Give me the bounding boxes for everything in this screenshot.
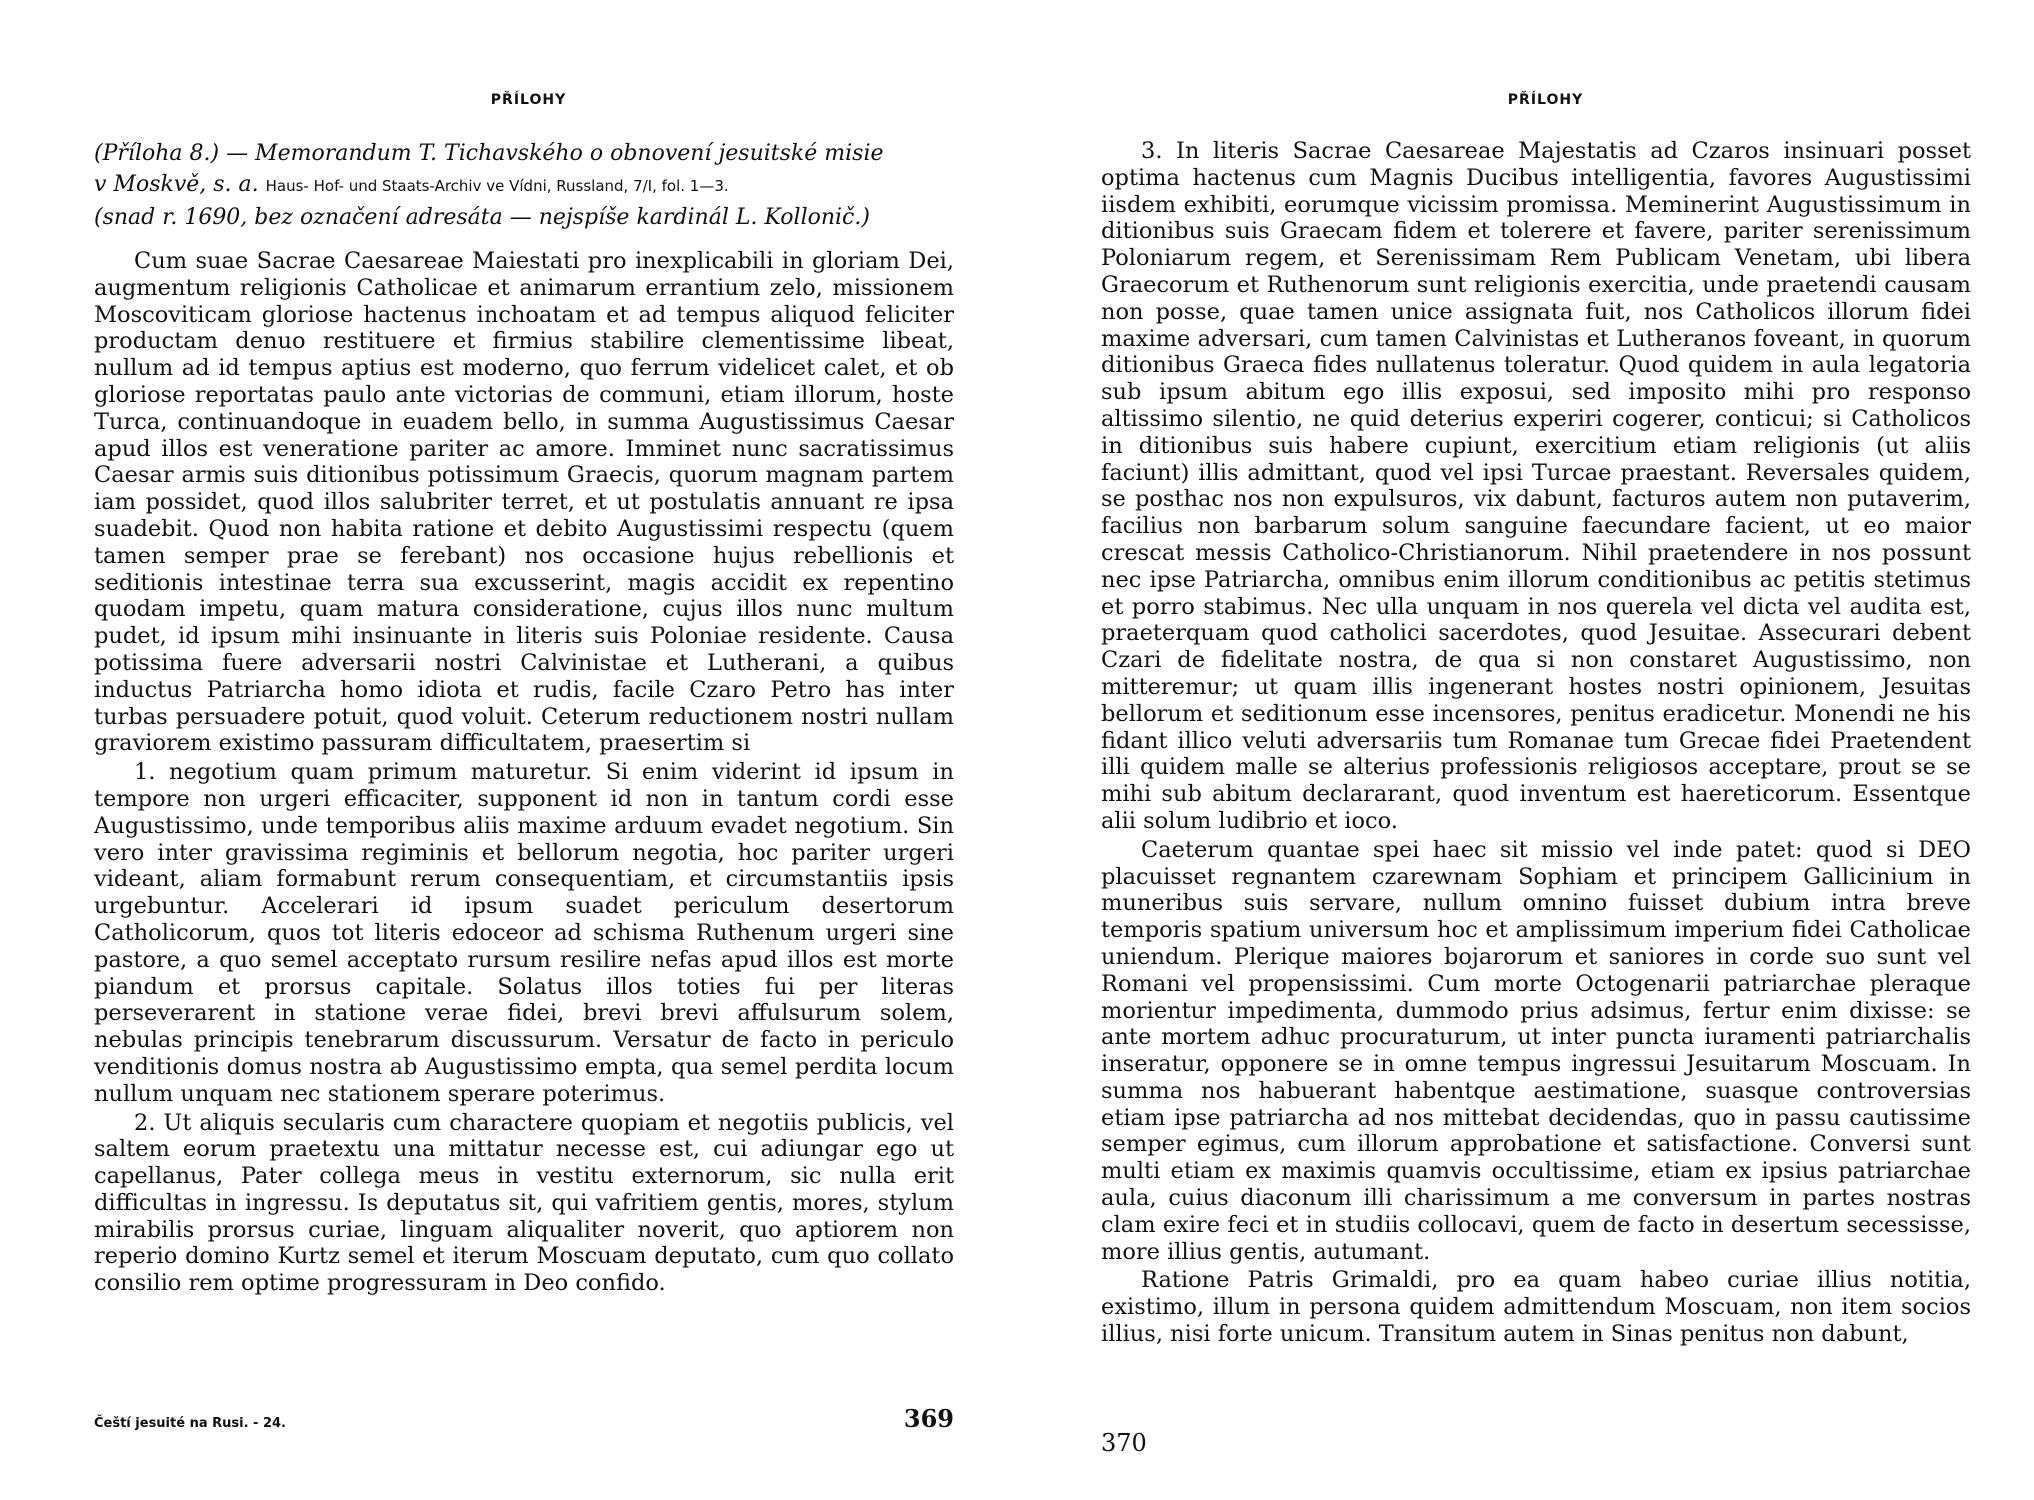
- signature-mark: Čeští jesuité na Rusi. - 24.: [94, 1416, 286, 1431]
- left-column: [94, 138, 954, 1299]
- header-line-2-italic: v Moskvě, s. a.: [94, 172, 259, 197]
- page-footer: [94, 1404, 954, 1433]
- body-text: [1101, 138, 1971, 1348]
- archive-source: Haus- Hof- und Staats-Archiv ve Vídni, Russland, 7/I, fol. 1—3.: [265, 177, 729, 195]
- paragraph: 3. In literis Sacrae Caesareae Majestatis ad Czaros insinuari posset optima hactenus cum Magnis Ducibus intelligentia, favores Augustissimi iisdem exhibiti, eorumque vicissim promissa. Meminerint Augustissimum in ditionibus suis Graecam fidem et tolerere et favere, pariter serenissimum Poloniarum regem, et Serenissimam Rem Publicam Venetam, ubi libera Graecorum et Ruthenorum sunt religionis exercitia, unde praetendi causam non posse, quae tamen unice assignata fuit, nos Catholicos illorum fidei maxime adversari, cum tamen Calvinistas et Lutheranos foveant, in quorum ditionibus Graeca fides nullatenus toleratur. Quod quidem in aula legatoria sub ipsum abitum ego illis exposui, sed imposito mihi pro responso altissimo silentio, ne quid deterius experiri cogerer, conticui; si Catholicos in ditionibus suis habere cupiunt, exercitium etiam religionis (ut aliis faciunt) illis admittant, quod vel ipsi Turcae praestant. Reversales quidem, se posthac nos non expulsuros, vix dabunt, facturos autem non putaverim, facilius non barbarum solum sanguine faecundare facient, ut eo maior crescat messis Catholico-Christianorum. Nihil praetendere in nos possunt nec ipse Patriarcha, omnibus enim illorum conditionibus ac petitis stetimus et porro stabimus. Nec ulla unquam in nos querela vel dicta vel audita est, praeterquam quod catholici sacerdotes, quod Jesuitae. Assecurari debent Czari de fidelitate nostra, de qua si non constaret Augustissimo, non mitteremur; ut quam illis ingenerant hostes nostri opinionem, Jesuitas bellorum et seditionum esse incensores, penitus eradicetur. Monendi ne his fidant illico veluti adversariis tum Romanae tum Grecae fidei Praetendent illi quidem malle se alterius professionis religiosos acceptare, prout se se mihi sub abitum declararant, quod inventum est haereticorum. Essentque alii solum ludibrio et ioco.: [1101, 138, 1971, 834]
- header-line-1: (Příloha 8.) — Memorandum T. Tichavského o obnovení jesuitské misie: [94, 141, 884, 166]
- appendix-header: [94, 138, 954, 233]
- page-number: 370: [1101, 1429, 1147, 1457]
- paragraph: 2. Ut aliquis secularis cum charactere quopiam et negotiis publicis, vel saltem eorum praetextu una mittatur necesse est, cui adiungar ego ut capellanus, Pater collega meus in vestitu externorum, sic nulla erit difficultas in ingressu. Is deputatus sit, qui vafritiem gentis, mores, stylum mirabilis prorsus curiae, linguam aliqualiter noverit, quo aptiorem non reperio domino Kurtz semel et iterum Moscuam deputato, cum quo collato consilio rem optime progressuram in Deo confido.: [94, 1109, 954, 1297]
- page-number: 369: [903, 1404, 954, 1433]
- paragraph: Caeterum quantae spei haec sit missio vel inde patet: quod si DEO placuisset regnantem czarewnam Sophiam et principem Gallicinium in muneribus suis servare, nullum omnino fuisset dubium intra breve temporis spatium universum hoc et amplissimum imperium fidei Catholicae uniendum. Plerique maiores bojarorum et saniores in corde suo sunt vel Romani vel propensissimi. Cum morte Octogenarii patriarchae pleraque morientur impedimenta, dummodo prius adsimus, fertur enim dixisse: se ante mortem adhuc procuraturum, ut inter puncta iuramenti patriarchalis inseratur, opponere se in omne tempus ingressui Jesuitarum Moscuam. In summa nos habuerant habentque aestimatione, suasque controversias etiam ipse patriarcha ad nos mittebat decidendas, quo in passu cautissime semper egimus, cum illorum approbatione et satisfactione. Conversi sunt multi etiam ex maximis quamvis occultissime, etiam ex ipsius patriarchae aula, cuius diaconum illi charissimum a me conversum in partes nostras clam exire feci et in studiis collocavi, quem de facto in desertum secessisse, more illius gentis, autumant.: [1101, 836, 1971, 1265]
- paragraph: Ratione Patris Grimaldi, pro ea quam habeo curiae illius notitia, existimo, illum in persona quidem admittendum Moscuam, non item socios illius, nisi forte unicum. Transitum autem in Sinas penitus non dabunt,: [1101, 1267, 1971, 1348]
- running-head: PŘÍLOHY: [490, 92, 567, 108]
- paragraph: 1. negotium quam primum maturetur. Si enim viderint id ipsum in tempore non urgeri efficaciter, supponent id non in tantum cordi esse Augustissimo, unde temporibus aliis maxime arduum evadet negotium. Sin vero inter gravissima regiminis et bellorum negotia, hoc pariter urgeri videant, aliam formabunt rerum consequentiam, et circumstantiis ipsis urgebuntur. Accelerari id ipsum suadet periculum desertorum Catholicorum, quos tot literis edoceor ad schisma Ruthenum urgeri sine pastore, a quo semel acceptato rursum resilire nefas apud illos est morte piandum et prorsus capitale. Solatus illos toties fui per literas perseverarent in statione verae fidei, brevi brevi affulsurum solem, nebulas principis tenebrarum discussurum. Versatur de facto in periculo venditionis domus nostra ab Augustissimo empta, qua semel perdita locum nullum unquam nec stationem sperare poterimus.: [94, 759, 954, 1107]
- paragraph: Cum suae Sacrae Caesareae Maiestati pro inexplicabili in gloriam Dei, augmentum religionis Catholicae et animarum errantium zelo, missionem Moscoviticam gloriose hactenus inchoatam et ad tempus aliquod feliciter productam denuo restituere et firmius stabilire clementissime libeat, nullum ad id tempus aptius est moderno, quo ferrum videlicet calet, et ob gloriose reportatas paulo ante victorias de communi, etiam illorum, hoste Turca, continuandoque in euadem bello, in summa Augustissimus Caesar apud illos est veneratione pariter ac amore. Imminet nunc sacratissimus Caesar armis suis ditionibus potissimum Graecis, quorum magnam partem iam possidet, quod illos salubriter terret, et ut postulatis annuant re ipsa suadebit. Quod non habita ratione et debito Augustissimi respectu (quem tamen semper prae se ferebant) nos occasione hujus rebellionis et seditionis intestinae terra sua excusserint, magis accidit ex repentino quodam impetu, quam matura consideratione, cujus illos nunc multum pudet, id ipsum mihi insinuante in literis suis Poloniae residente. Causa potissima fuere adversarii nostri Calvinistae et Lutherani, a quibus inductus Patriarcha homo idiota et rudis, facile Czaro Petro has inter turbas persuadere potuit, quod voluit. Ceterum reductionem nostri nullam graviorem existimo passuram difficultatem, praesertim si: [94, 248, 954, 757]
- running-head: PŘÍLOHY: [1507, 92, 1584, 108]
- right-page: [1017, 0, 2034, 1500]
- right-column: [1101, 138, 1971, 1350]
- header-line-2: [94, 169, 954, 202]
- body-text: [94, 248, 954, 1297]
- header-line-3: (snad r. 1690, bez označení adresáta — nejspíše kardinál L. Kollonič.): [94, 205, 870, 230]
